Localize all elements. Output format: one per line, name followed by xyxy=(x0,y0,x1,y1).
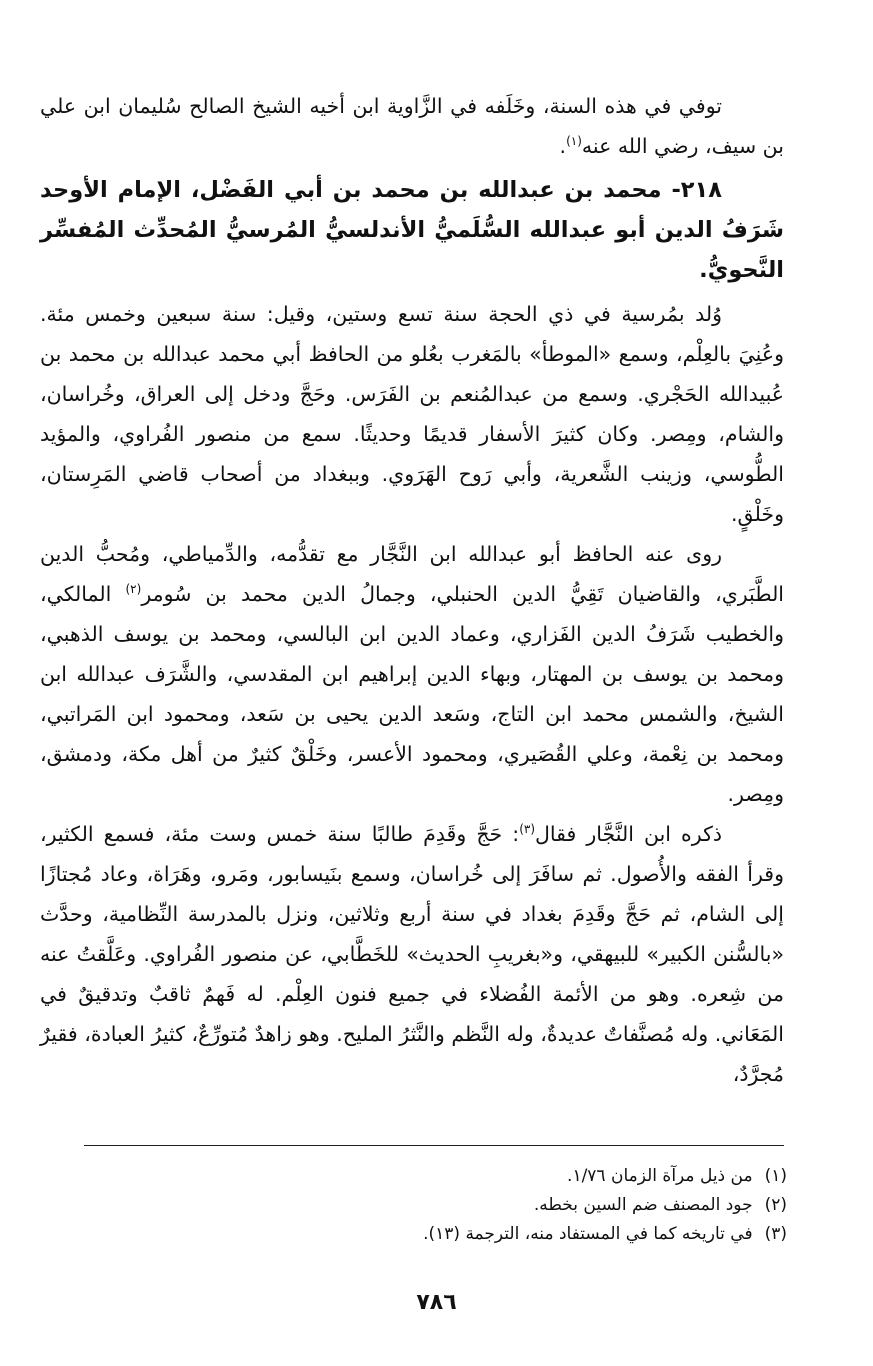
page-body xyxy=(40,86,784,1094)
footnote-ref-1[interactable]: (١) xyxy=(566,134,582,149)
footnote-mark: (٢) xyxy=(764,1195,787,1215)
footnote-3 xyxy=(87,1220,787,1249)
footnotes xyxy=(87,1162,787,1249)
page-number: ٧٨٦ xyxy=(416,1290,457,1315)
footnote-1 xyxy=(87,1162,787,1191)
entry-name: محمد بن عبدالله بن محمد بن أبي الفَضْل، الإمام الأوحد شَرَفُ الدين أبو عبدالله السُّلَميُّ الأندلسيُّ المُرسيُّ المُحدِّث المُفسِّر النَّحويُّ. xyxy=(40,177,784,283)
birth-paragraph: وُلد بمُرسية في ذي الحجة سنة تسع وستين، وقيل: سنة سبعين وخمس مئة. وعُنِيَ بالعِلْم، وسمع «الموطأ» بالمَغرب بعُلو من الحافظ أبي محمد عبدالله بن محمد بن عُبيدالله الحَجْري. وسمع من عبدالمُنعم بن الفَرَس. وحَجَّ ودخل إلى العراق، وخُراسان، والشام، ومِصر. وكان كثيرَ الأسفار قديمًا وحديثًا. سمع من منصور الفُراوي، والمؤيد الطُّوسي، وزينب الشَّعرية، وأبي رَوح الهَرَوي. وببغداد من أصحاب قاضي المَرِستان، وخَلْقٍ. xyxy=(40,302,784,526)
footnote-text: من ذيل مرآة الزمان ١/٧٦. xyxy=(567,1166,753,1186)
footnote-mark: (١) xyxy=(764,1166,787,1186)
narrators-paragraph: روى عنه الحافظ أبو عبدالله ابن النَّجَّار مع تقدُّمه، والدِّمياطي، ومُحبُّ الدين الطَّبَري، والقاضيان تَقِيُّ الدين الحنبلي، وجمالُ الدين محمد بن سُومر$^{(٢)}$ المالكي، والخطيب شَرَفُ الدين الفَزاري، وعماد الدين ابن البالسي، ومحمد بن يوسف الذهبي، ومحمد بن يوسف بن المهتار، وبهاء الدين إبراهيم ابن المقدسي، والشَّرَف عبدالله ابن الشيخ، والشمس محمد ابن التاج، وسَعد الدين يحيى بن سَعد، ومحمود ابن المَراتبي، ومحمد بن نِعْمة، وعلي القُصَيري، ومحمود الأعسر، وخَلْقٌ كثيرٌ من أهل مكة، ودمشق، ومِصر. xyxy=(40,542,785,806)
footnote-text: في تاريخه كما في المستفاد منه، الترجمة (١٣). xyxy=(423,1224,753,1244)
entry-number: ٢١٨- xyxy=(671,177,722,203)
footnote-divider xyxy=(84,1145,784,1146)
entry-heading xyxy=(40,170,784,290)
footnote-ref-3[interactable]: (٣) xyxy=(519,822,536,837)
footnote-mark: (٣) xyxy=(764,1224,787,1244)
footnote-text: جود المصنف ضم السين بخطه. xyxy=(533,1195,753,1215)
biography-paragraph: ذكره ابن النَّجَّار فقال$^{(٣)}$: حَجَّ وقَدِمَ طالبًا سنة خمس وست مئة، فسمع الكثير، وقرأ الفقه والأُصول. ثم سافَرَ إلى خُراسان، وسمع بنَيسابور، ومَرو، وهَرَاة، وعاد مُجتازًا إلى الشام، ثم حَجَّ وقَدِمَ بغداد في سنة أربع وثلاثين، ونزل بالمدرسة النِّظامية، وحدَّث «بالسُّنن الكبير» للبيهقي، و«بغريبِ الحديث» للخَطَّابي، عن منصور الفُراوي. وعَلَّقتُ عنه من شِعره. وهو من الأئمة الفُضلاء في جميع فنون العِلْم. له فَهمٌ ثاقبٌ وتدقيقٌ في المَعَاني. وله مُصنَّفاتٌ عديدةٌ، وله النَّظم والنَّثرُ المليح. وهو زاهدٌ مُتورِّعٌ، كثيرُ العبادة، فقيرٌ مُجرَّدٌ، xyxy=(40,822,784,1086)
footnote-ref-2[interactable]: (٢) xyxy=(125,582,142,597)
footnote-2 xyxy=(87,1191,787,1220)
intro-paragraph: توفي في هذه السنة، وخَلَفه في الزَّاوية ابن أخيه الشيخ الصالح سُليمان ابن علي بن سيف، رضي الله عنه$^{(١)}$. xyxy=(40,94,784,158)
